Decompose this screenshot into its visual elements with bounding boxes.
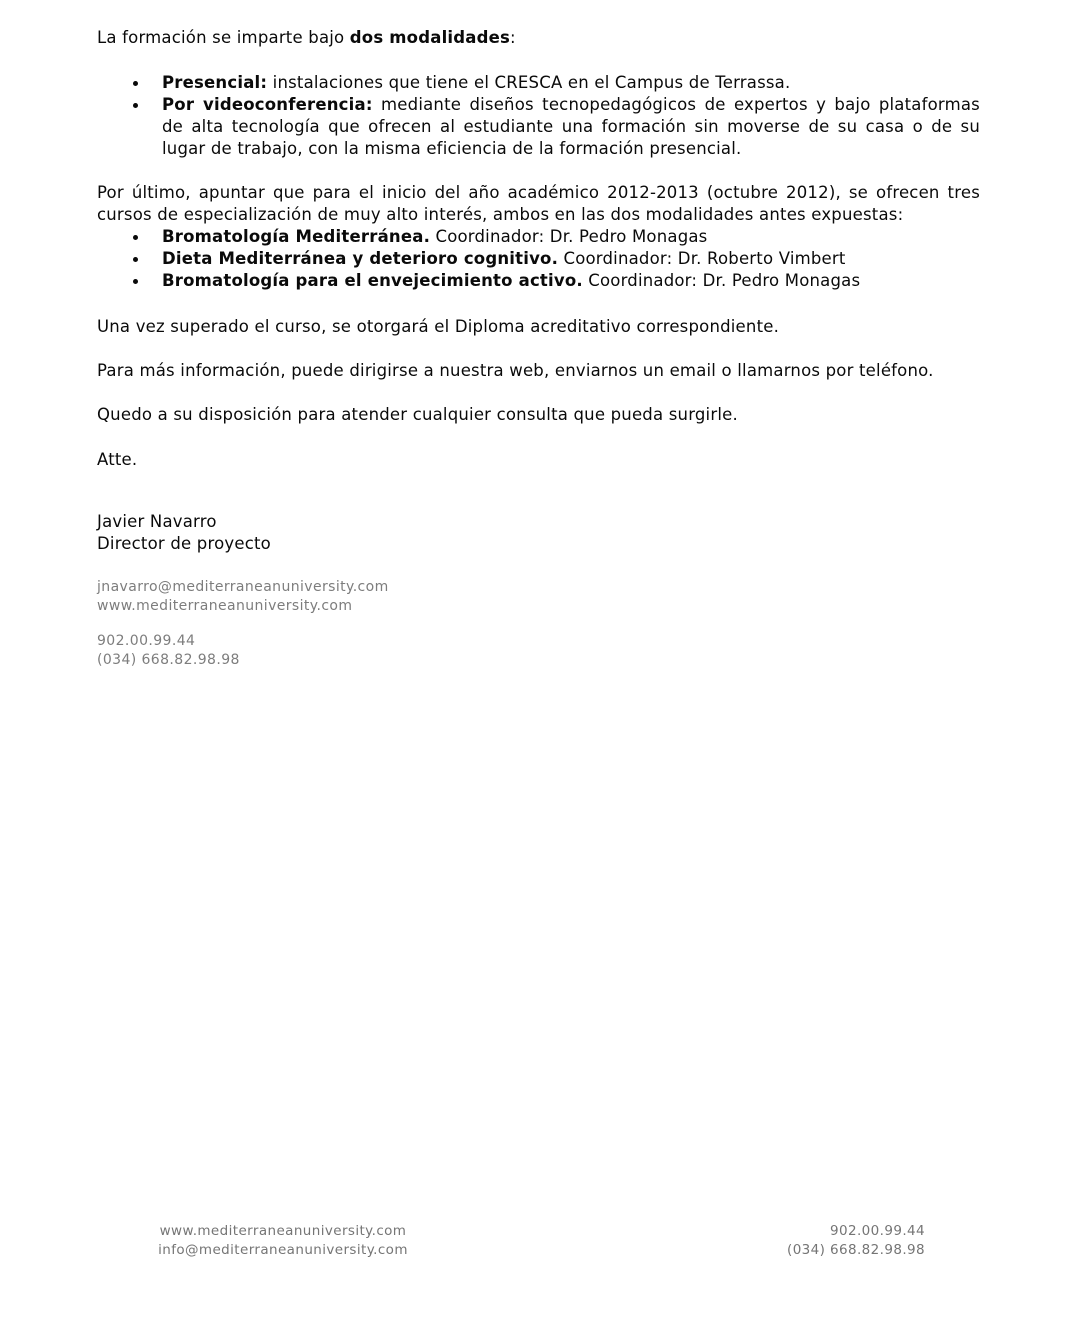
modality-description: mediante diseños tecnopedagógicos de expertos y bajo plataformas de alta tecnología que ofrecen al estudiante una formación sin moverse de su casa o de su lugar de trabajo, con la misma eficiencia de la formación presencial.	[162, 95, 980, 158]
salutation: Atte.	[97, 450, 138, 469]
signer-phone-primary: 902.00.99.44	[97, 633, 196, 649]
signer-website: www.mediterraneanuniversity.com	[97, 598, 353, 614]
intro-line	[97, 27, 980, 49]
modality-term: Presencial:	[162, 73, 268, 92]
modality-term: Por videoconferencia:	[162, 95, 373, 114]
modalities-list	[97, 72, 980, 160]
courses-intro-paragraph: Por último, apuntar que para el inicio del año académico 2012-2013 (octubre 2012), se ofrecen tres cursos de especialización de muy alto interés, ambos en las dos modalidades antes expuestas:	[97, 183, 980, 224]
footer-contact-left	[148, 1222, 418, 1260]
signer-name: Javier Navarro	[97, 512, 217, 531]
footer-website: www.mediterraneanuniversity.com	[159, 1223, 407, 1239]
course-title: Bromatología para el envejecimiento activo.	[162, 271, 583, 290]
signature-block	[97, 511, 980, 670]
diploma-paragraph: Una vez superado el curso, se otorgará el Diploma acreditativo correspondiente.	[97, 317, 780, 336]
list-item-course-1	[162, 226, 980, 248]
course-title: Dieta Mediterránea y deterioro cognitivo.	[162, 249, 559, 268]
list-item-presencial	[162, 72, 980, 94]
signer-title: Director de proyecto	[97, 534, 271, 553]
list-item-course-2	[162, 248, 980, 270]
signer-phone-secondary: (034) 668.82.98.98	[97, 652, 240, 668]
courses-list	[97, 226, 980, 292]
intro-text: La formación se imparte bajo	[97, 28, 350, 47]
footer-phone-primary: 902.00.99.44	[830, 1223, 925, 1239]
signer-email: jnavarro@mediterraneanuniversity.com	[97, 579, 389, 595]
list-item-course-3	[162, 270, 980, 292]
closing-paragraph: Quedo a su disposición para atender cualquier consulta que pueda surgirle.	[97, 405, 738, 424]
course-title: Bromatología Mediterránea.	[162, 227, 431, 246]
course-coordinator: Coordinador: Dr. Pedro Monagas	[430, 227, 708, 246]
list-item-videoconferencia	[162, 94, 980, 160]
letter-body	[97, 27, 980, 670]
intro-bold-phrase: dos modalidades	[349, 28, 511, 47]
course-coordinator: Coordinador: Dr. Roberto Vimbert	[558, 249, 846, 268]
intro-colon: :	[510, 28, 516, 47]
footer-email: info@mediterraneanuniversity.com	[158, 1242, 408, 1258]
footer-phone-secondary: (034) 668.82.98.98	[787, 1242, 925, 1258]
course-coordinator: Coordinador: Dr. Pedro Monagas	[582, 271, 861, 290]
footer-contact-right	[787, 1222, 925, 1260]
modality-description: instalaciones que tiene el CRESCA en el Campus de Terrassa.	[267, 73, 791, 92]
more-info-paragraph: Para más información, puede dirigirse a nuestra web, enviarnos un email o llamarnos por teléfono.	[97, 361, 934, 380]
